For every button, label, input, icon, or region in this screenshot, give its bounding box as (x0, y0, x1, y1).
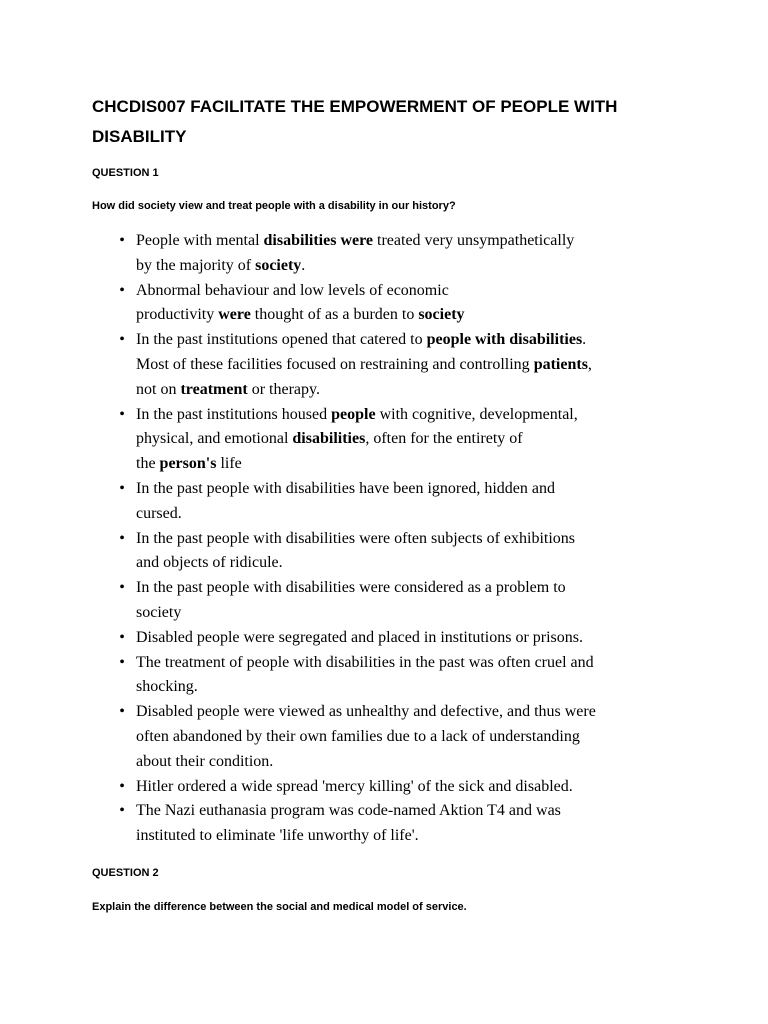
bullet-dot-icon: • (119, 653, 125, 671)
bullet-text: In the past institutions opened that catered to (136, 331, 427, 349)
answer-bullet-item (112, 651, 672, 701)
bullet-dot-icon: • (119, 802, 125, 820)
bold-term: treatment (180, 380, 248, 398)
bullet-text: life (216, 455, 242, 473)
bullet-text: Abnormal behaviour and low levels of economic (136, 281, 449, 299)
bullet-text: the (136, 455, 160, 473)
question-1-heading: QUESTION 1 (92, 167, 159, 179)
bullet-text: productivity (136, 306, 219, 324)
bold-term: disabilities (292, 430, 366, 448)
bullet-text: about their condition. (136, 752, 274, 770)
bold-term: society (418, 306, 465, 324)
bullet-text: thought of as a burden to (250, 306, 419, 324)
answer-bullet-item (112, 626, 672, 651)
bullet-text: , often for the entirety of (365, 430, 523, 448)
question-2-heading: QUESTION 2 (92, 867, 159, 879)
bullet-dot-icon: • (119, 331, 125, 349)
bold-term: disabilities (263, 232, 337, 249)
answer-bullet-item (112, 576, 672, 626)
bullet-text: In the past people with disabilities were considered as a problem to (136, 579, 566, 597)
bullet-text: and objects of ridicule. (136, 554, 283, 572)
bullet-text: society (136, 603, 182, 621)
bullet-dot-icon: • (119, 579, 125, 597)
bullet-text: . (301, 256, 306, 274)
bullet-text: shocking. (136, 678, 198, 696)
answer-bullet-item (112, 477, 672, 527)
bold-term: were (218, 306, 251, 324)
bullet-text: or therapy. (247, 380, 320, 398)
bullet-text: cursed. (136, 504, 182, 522)
question-1-prompt: How did society view and treat people with a disability in our history? (92, 200, 456, 212)
bullet-dot-icon: • (119, 281, 125, 299)
answer-bullet-item (112, 775, 672, 800)
bullet-text: , (587, 355, 592, 373)
bullet-text: physical, and emotional (136, 430, 293, 448)
bold-term: person (159, 455, 206, 473)
bullet-text: treated very unsympathetically (373, 232, 575, 249)
bullet-text: Disabled people were viewed as unhealthy and defective, and thus were (136, 703, 596, 721)
bold-term: 's (205, 455, 217, 473)
bullet-text: with cognitive, developmental, (375, 405, 578, 423)
answer-bullet-item (112, 700, 672, 774)
bullet-dot-icon: • (119, 232, 125, 249)
bullet-text: often abandoned by their own families due to a lack of understanding (136, 727, 580, 745)
bold-term: society (255, 256, 302, 274)
bullet-dot-icon: • (119, 777, 125, 795)
answer-bullet-item (112, 403, 672, 477)
question-2-prompt: Explain the difference between the social and medical model of service. (92, 901, 467, 913)
bullet-text: . (582, 331, 587, 349)
bold-term: were (340, 232, 374, 249)
bullet-text: by the majority of (136, 256, 256, 274)
bold-term: people with disabilities (426, 331, 583, 349)
bullet-text: not on (136, 380, 181, 398)
bullet-text: In the past people with disabilities were often subjects of exhibitions (136, 529, 576, 547)
answer-bullet-item (112, 328, 672, 402)
bullet-text: Hitler ordered a wide spread 'mercy killing' of the sick and disabled. (136, 777, 573, 795)
answer-bullet-list (112, 229, 672, 849)
bullet-text: In the past people with disabilities have been ignored, hidden and (136, 479, 555, 497)
answer-bullet-item (112, 279, 672, 329)
bullet-text: The treatment of people with disabilities in the past was often cruel and (136, 653, 594, 671)
bold-term: people (331, 405, 376, 423)
bullet-dot-icon: • (119, 628, 125, 646)
bullet-text: Most of these facilities focused on restraining and controlling (136, 355, 534, 373)
bullet-text: The Nazi euthanasia program was code-named Aktion T4 and was (136, 802, 561, 820)
bullet-text: instituted to eliminate 'life unworthy of life'. (136, 827, 419, 845)
bullet-text: Disabled people were segregated and placed in institutions or prisons. (136, 628, 583, 646)
answer-bullet-item (112, 229, 672, 279)
bold-term: patients (533, 355, 588, 373)
bullet-dot-icon: • (119, 703, 125, 721)
answer-bullet-item (112, 799, 672, 849)
document-title: CHCDIS007 FACILITATE THE EMPOWERMENT OF PEOPLE WITH DISABILITY (92, 97, 618, 146)
answer-bullet-item (112, 527, 672, 577)
bullet-dot-icon: • (119, 529, 125, 547)
bullet-text: In the past institutions housed (136, 405, 332, 423)
bullet-text: People with mental (136, 232, 264, 249)
bullet-dot-icon: • (119, 405, 125, 423)
bullet-dot-icon: • (119, 479, 125, 497)
